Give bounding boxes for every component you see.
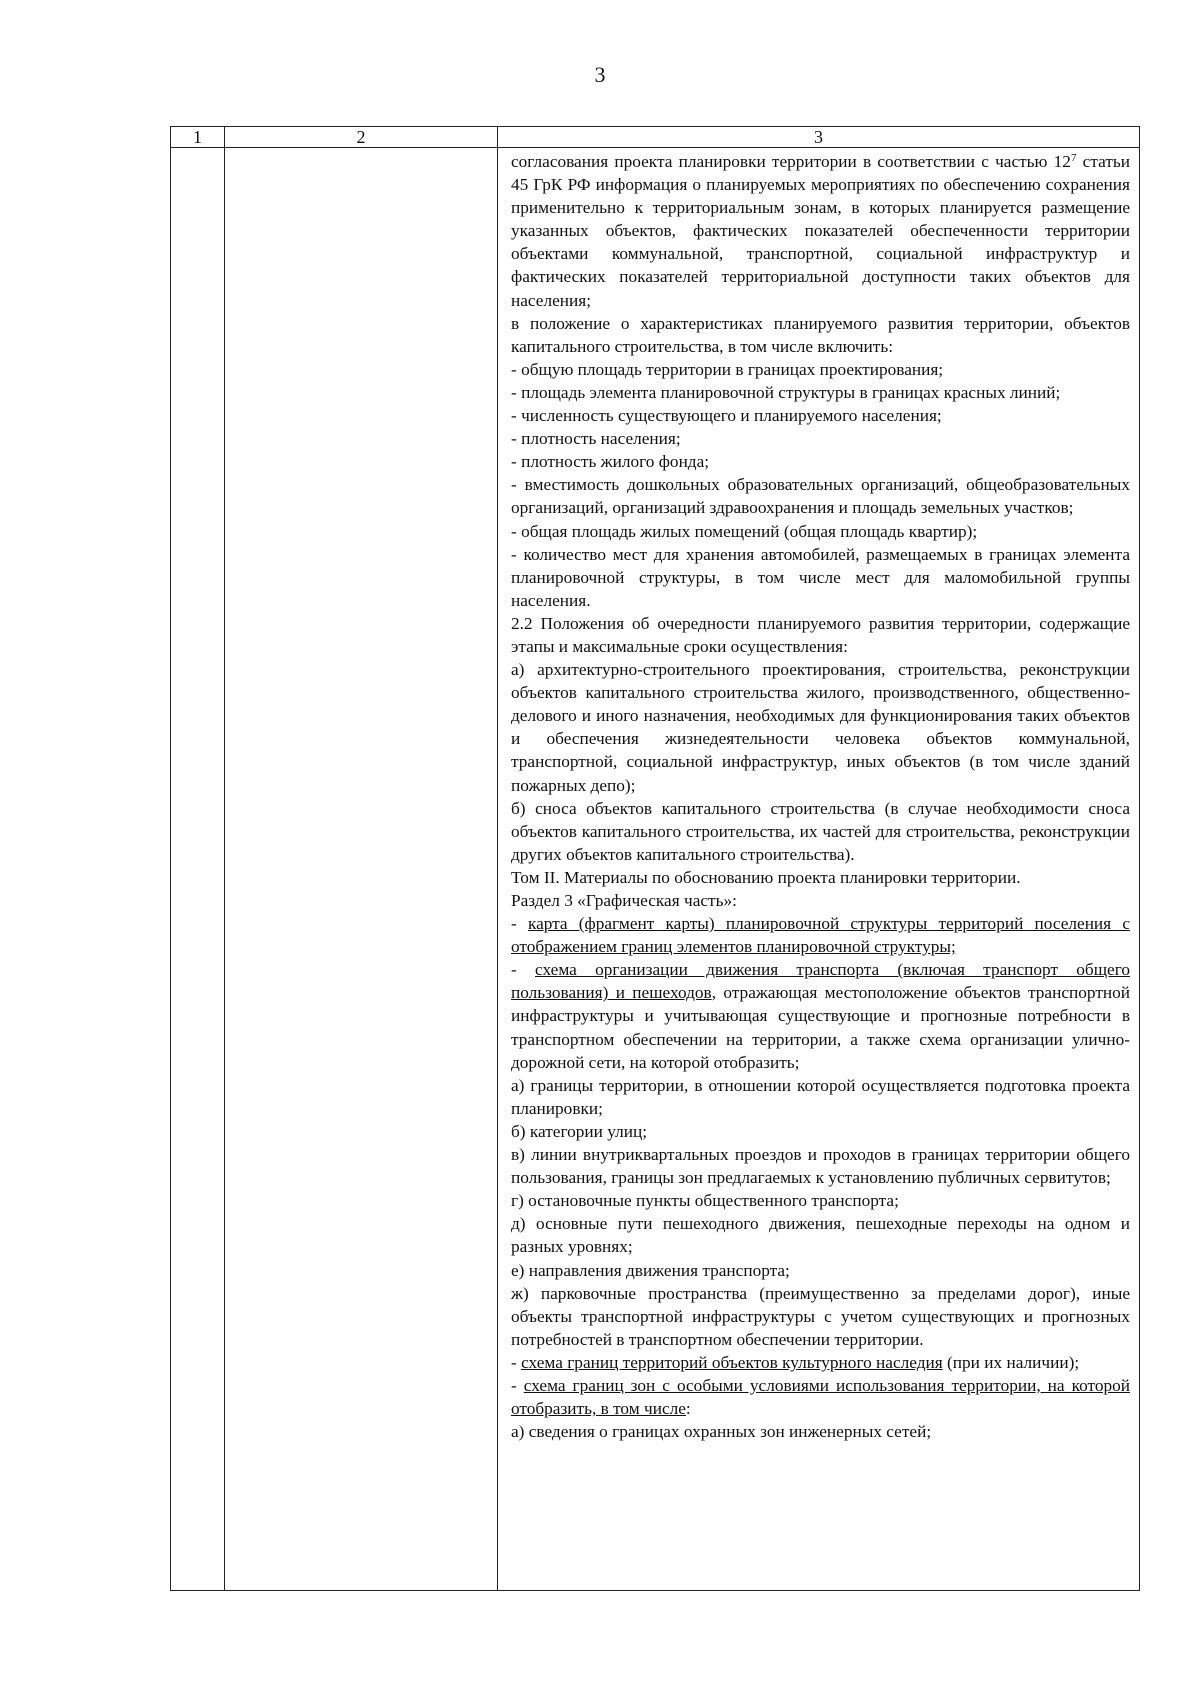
paragraph-text: :	[685, 1399, 691, 1419]
column-header-1: 1	[171, 127, 225, 148]
paragraph	[511, 912, 1130, 958]
paragraph: 2.2 Положения об очередности планируемого развития территории, содержащие этапы и максимальные сроки осуществления:	[511, 613, 1130, 656]
paragraph-text: статьи 45 ГрК РФ информация о планируемых мероприятиях по обеспечению сохранения применительно к территориальным зонам, в которых планируется размещение указанных объектов, фактических показателей обеспеченности территории объектами коммунальной, транспортной, социальной инфраструктур и фактических показателей территориальной доступности таких объектов для населения;	[511, 152, 1130, 310]
paragraph: - вместимость дошкольных образовательных организаций, общеобразовательных организаций, организаций здравоохранения и площадь земельных участков;	[511, 475, 1130, 518]
page-number: 3	[594, 62, 606, 87]
document-table	[170, 126, 1140, 1591]
table-row	[171, 148, 1140, 1591]
underlined-text: схема границ территорий объектов культурного наследия	[521, 1352, 943, 1372]
cell-column-2	[225, 148, 498, 1591]
paragraph: - общая площадь жилых помещений (общая площадь квартир);	[511, 521, 978, 541]
paragraph: - площадь элемента планировочной структуры в границах красных линий;	[511, 382, 1061, 402]
paragraph: - плотность населения;	[511, 429, 681, 449]
paragraph-text: (при их наличии);	[942, 1352, 1080, 1372]
paragraph	[511, 150, 1130, 312]
underlined-text: схема границ зон с особыми условиями использования территории, на которой отобразить, в том числе	[511, 1375, 1130, 1419]
paragraph: Том II. Материалы по обоснованию проекта планировки территории.	[511, 867, 1021, 887]
paragraph: Раздел 3 «Графическая часть»:	[511, 891, 737, 910]
paragraph: - общую площадь территории в границах проектирования;	[511, 359, 944, 379]
underlined-text: карта (фрагмент карты) планировочной структуры территорий поселения с отображением границ элементов планировочной структуры;	[511, 914, 1130, 957]
paragraph-text: -	[511, 1375, 524, 1395]
paragraph-text: -	[511, 914, 528, 934]
paragraph-text: -	[511, 960, 536, 980]
paragraph: а) границы территории, в отношении которой осуществляется подготовка проекта планировки;	[511, 1075, 1130, 1118]
paragraph: б) сноса объектов капитального строительства (в случае необходимости сноса объектов капитального строительства, их частей для строительства, реконструкции других объектов капитального строительства).	[511, 798, 1130, 864]
paragraph: а) архитектурно-строительного проектирования, строительства, реконструкции объектов капитального строительства жилого, производственного, общественно-делового и иного назначения, необходимых для функционирования таких объектов и обеспечения жизнедеятельности человека объектов коммунальной, транспортной, социальной инфраструктур, иных объектов (в том числе зданий пожарных депо);	[511, 660, 1130, 795]
paragraph: г) остановочные пункты общественного транспорта;	[511, 1191, 899, 1211]
paragraph: е) направления движения транспорта;	[511, 1260, 790, 1280]
table-header	[171, 127, 1140, 148]
paragraph: - плотность жилого фонда;	[511, 452, 710, 472]
paragraph: ж) парковочные пространства (преимущественно за пределами дорог), иные объекты транспортной инфраструктуры с учетом существующих и прогнозных потребностей в транспортном обеспечении территории.	[511, 1283, 1130, 1349]
paragraph	[511, 958, 1130, 1073]
paragraph	[511, 1374, 1130, 1420]
paragraph	[511, 1351, 1130, 1374]
paragraph: б) категории улиц;	[511, 1121, 648, 1141]
superscript: 7	[1070, 152, 1077, 164]
column-header-3: 3	[498, 127, 1140, 148]
cell-column-1	[171, 148, 225, 1591]
paragraph: в положение о характеристиках планируемого развития территории, объектов капитального строительства, в том числе включить:	[511, 313, 1130, 356]
paragraph: д) основные пути пешеходного движения, пешеходные переходы на одном и разных уровнях;	[511, 1214, 1130, 1257]
cell-text	[498, 148, 1139, 1447]
paragraph-text: согласования проекта планировки территории в соответствии с частью 12	[511, 152, 1071, 171]
column-header-2: 2	[225, 127, 498, 148]
paragraph: а) сведения о границах охранных зон инженерных сетей;	[511, 1422, 932, 1442]
cell-column-3	[498, 148, 1140, 1591]
paragraph-text: -	[511, 1352, 522, 1372]
paragraph: в) линии внутриквартальных проездов и проходов в границах территории общего пользования, границы зон предлагаемых к установлению публичных сервитутов;	[511, 1145, 1130, 1188]
paragraph: - численность существующего и планируемого населения;	[511, 406, 942, 426]
paragraph: - количество мест для хранения автомобилей, размещаемых в границах элемента планировочной структуры, в том числе мест для маломобильной группы населения.	[511, 544, 1130, 610]
underlined-text: схема организации движения транспорта (включая транспорт общего пользования) и пешеходов	[511, 960, 1130, 1003]
paragraph-text: , отражающая местоположение объектов транспортной инфраструктуры и учитывающая существующие и прогнозные потребности в транспортном обеспечении на территории, а также схема организации улично-дорожной сети, на которой отобразить;	[511, 983, 1131, 1072]
